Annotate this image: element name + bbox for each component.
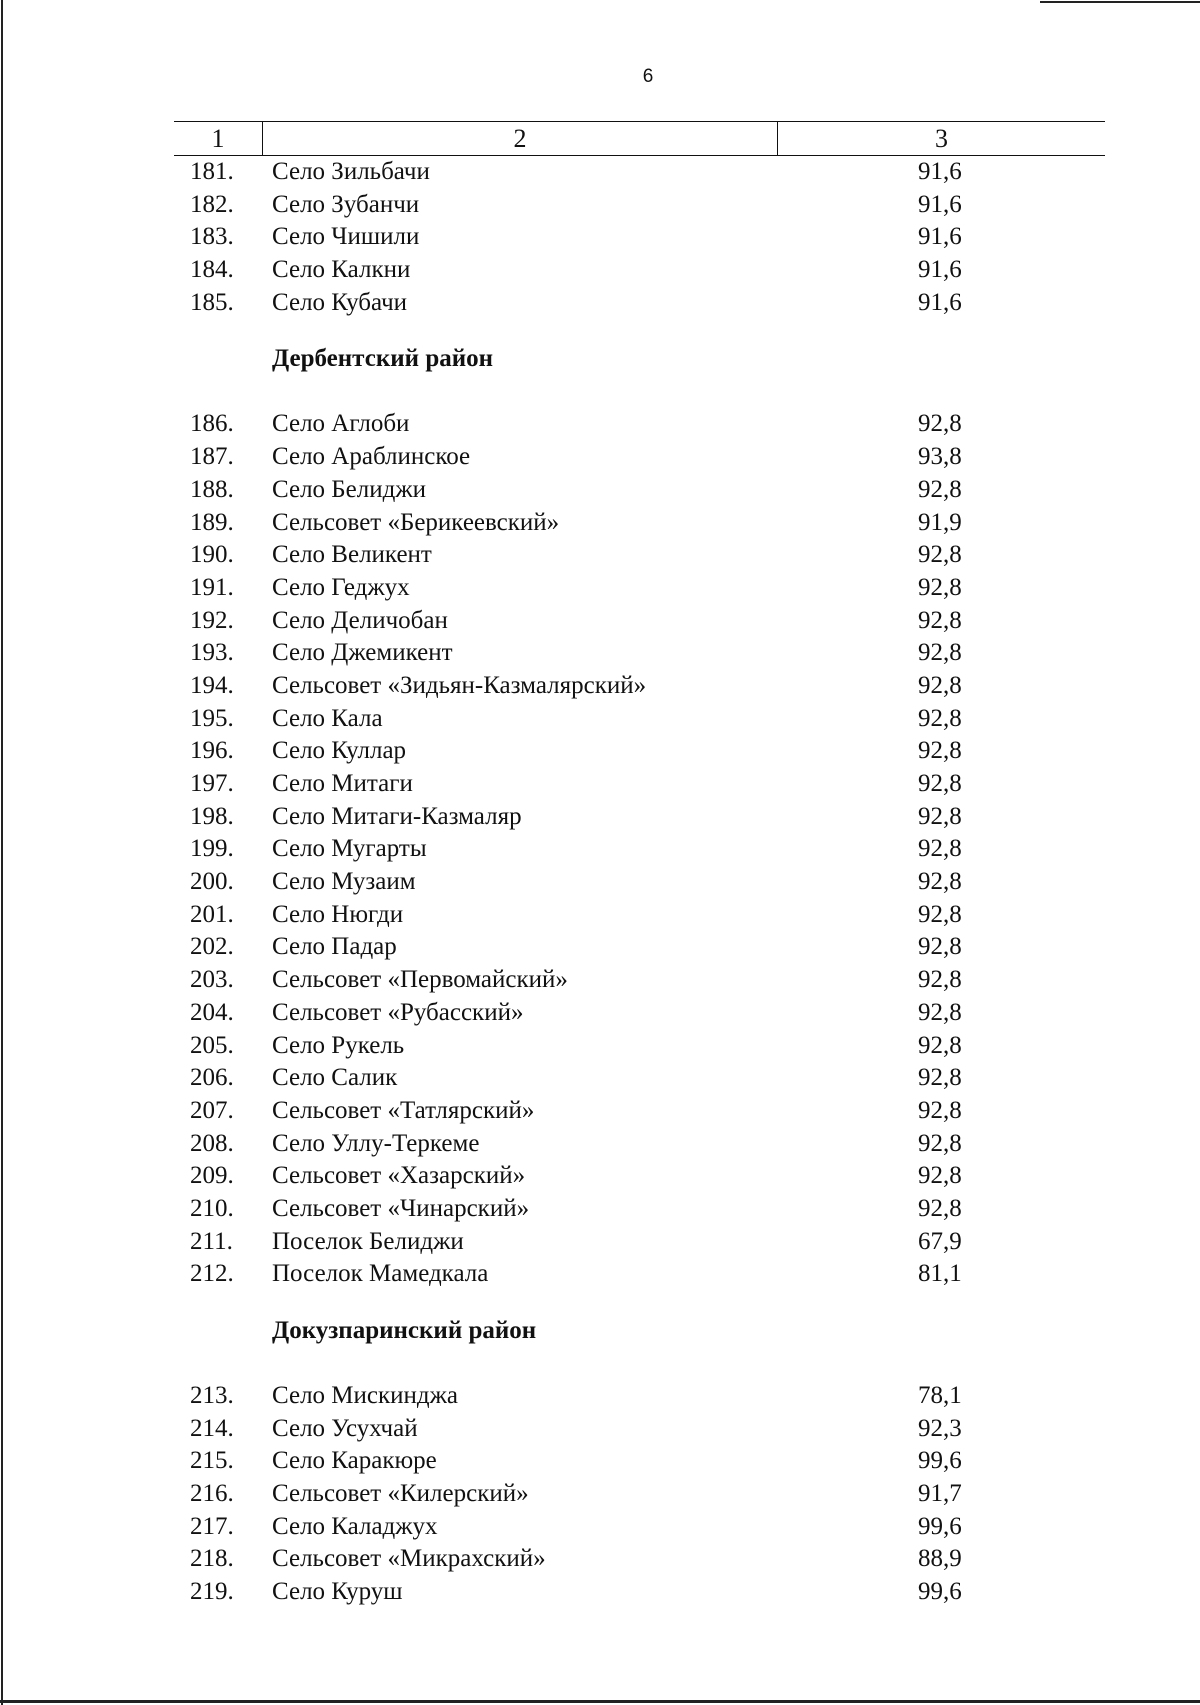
row-name: Село Усухчай: [272, 1414, 418, 1442]
row-value: 99,6: [918, 1447, 962, 1475]
row-name: Село Араблинское: [272, 443, 471, 471]
row-value: 88,9: [918, 1545, 962, 1573]
row-name: Село Джемикент: [272, 639, 453, 667]
row-value: 92,8: [918, 1194, 962, 1222]
row-value: 92,8: [918, 966, 962, 994]
row-value: 91,6: [918, 223, 962, 251]
row-value: 92,8: [918, 1162, 962, 1190]
row-value: 99,6: [918, 1512, 962, 1540]
table-row: [0, 1030, 1200, 1063]
table-row: [0, 441, 1200, 474]
row-number: 193.: [190, 639, 234, 667]
row-number: 187.: [190, 443, 234, 471]
table-row: [0, 189, 1200, 222]
row-name: Сельсовет «Берикеевский»: [272, 508, 560, 536]
table-row: [0, 287, 1200, 320]
row-name: Село Музаим: [272, 868, 416, 896]
row-number: 208.: [190, 1129, 234, 1157]
row-name: Село Кала: [272, 704, 383, 732]
row-name: Село Геджух: [272, 573, 410, 601]
row-value: 92,8: [918, 1031, 962, 1059]
row-name: Село Зильбачи: [272, 158, 430, 185]
table-row: [0, 1128, 1200, 1161]
row-number: 198.: [190, 802, 234, 830]
row-number: 196.: [190, 737, 234, 765]
row-name: Село Великент: [272, 541, 432, 569]
row-name: Село Митаги-Казмаляр: [272, 802, 522, 830]
row-name: Село Зубанчи: [272, 190, 420, 218]
row-name: Село Мискинджа: [272, 1382, 458, 1409]
row-number: 183.: [190, 223, 234, 251]
row-number: 201.: [190, 900, 234, 928]
table-row: [0, 735, 1200, 768]
row-number: 184.: [190, 256, 234, 284]
row-name: Село Каладжух: [272, 1512, 438, 1540]
table-row: [0, 254, 1200, 287]
table-row: [0, 637, 1200, 670]
row-value: 92,8: [918, 868, 962, 896]
row-name: Село Нюгди: [272, 900, 404, 928]
row-value: 91,6: [918, 158, 962, 185]
row-value: 93,8: [918, 443, 962, 471]
row-value: 92,8: [918, 671, 962, 699]
row-name: Село Белиджи: [272, 475, 426, 503]
row-name: Село Уллу-Теркеме: [272, 1129, 480, 1157]
row-number: 204.: [190, 998, 234, 1026]
table-row: [0, 964, 1200, 997]
row-name: Село Митаги: [272, 770, 413, 797]
table-row: [0, 1511, 1200, 1544]
table-row: [0, 1413, 1200, 1446]
table-row: [0, 507, 1200, 540]
row-number: 191.: [190, 573, 234, 601]
row-value: 92,8: [918, 639, 962, 667]
row-value: 92,8: [918, 998, 962, 1026]
page-number: 6: [642, 66, 654, 87]
row-number: 205.: [190, 1031, 234, 1059]
table-row: [0, 1193, 1200, 1226]
row-value: 78,1: [918, 1382, 962, 1409]
row-name: Село Мугарты: [272, 835, 427, 863]
row-number: 188.: [190, 475, 234, 503]
row-number: 209.: [190, 1162, 234, 1190]
row-number: 200.: [190, 868, 234, 896]
row-name: Село Падар: [272, 933, 397, 961]
table-body: [0, 156, 1200, 1609]
row-value: 92,8: [918, 475, 962, 503]
row-value: 92,8: [918, 933, 962, 961]
row-name: Село Кубачи: [272, 288, 408, 316]
header-col-2: 2: [262, 122, 778, 155]
table-header: [174, 121, 1105, 156]
row-value: 81,1: [918, 1260, 962, 1288]
row-number: 190.: [190, 541, 234, 569]
table-row: [0, 1258, 1200, 1291]
table-row: [0, 221, 1200, 254]
table-row: [0, 1160, 1200, 1193]
row-value: 91,6: [918, 256, 962, 284]
table-row: [0, 156, 1200, 189]
row-number: 217.: [190, 1512, 234, 1540]
row-name: Сельсовет «Хазарский»: [272, 1162, 526, 1190]
row-number: 199.: [190, 835, 234, 863]
row-value: 92,8: [918, 573, 962, 601]
row-value: 92,8: [918, 835, 962, 863]
row-name: Поселок Белиджи: [272, 1227, 464, 1255]
row-number: 207.: [190, 1096, 234, 1124]
row-number: 219.: [190, 1578, 234, 1606]
row-number: 202.: [190, 933, 234, 961]
row-value: 91,7: [918, 1480, 962, 1508]
row-number: 216.: [190, 1480, 234, 1508]
section-heading: [0, 319, 1200, 408]
table-row: [0, 833, 1200, 866]
table-row: [0, 605, 1200, 638]
table-row: [0, 866, 1200, 899]
row-value: 92,8: [918, 1096, 962, 1124]
table-row: [0, 572, 1200, 605]
table-row: [0, 1226, 1200, 1259]
table-row: [0, 1380, 1200, 1413]
row-name: Село Рукель: [272, 1031, 405, 1059]
table-row: [0, 474, 1200, 507]
row-name: Село Чишили: [272, 223, 420, 251]
header-col-3: 3: [935, 123, 948, 153]
row-value: 92,8: [918, 410, 962, 438]
row-name: Сельсовет «Татлярский»: [272, 1096, 535, 1124]
row-number: 206.: [190, 1064, 234, 1092]
row-number: 181.: [190, 158, 234, 185]
row-name: Сельсовет «Микрахский»: [272, 1545, 546, 1573]
page-border-top: [1040, 1, 1200, 3]
row-number: 182.: [190, 190, 234, 218]
table-row: [0, 670, 1200, 703]
row-value: 92,8: [918, 606, 962, 634]
row-name: Поселок Мамедкала: [272, 1260, 489, 1288]
row-value: 92,8: [918, 770, 962, 797]
table-row: [0, 1062, 1200, 1095]
row-name: Село Деличобан: [272, 606, 448, 634]
row-value: 92,8: [918, 802, 962, 830]
row-number: 192.: [190, 606, 234, 634]
row-name: Сельсовет «Чинарский»: [272, 1194, 530, 1222]
row-value: 92,8: [918, 704, 962, 732]
row-number: 197.: [190, 770, 234, 797]
row-name: Село Аглоби: [272, 410, 410, 438]
table-row: [0, 1095, 1200, 1128]
row-number: 189.: [190, 508, 234, 536]
row-value: 91,9: [918, 508, 962, 536]
header-col-1: 1: [211, 123, 225, 153]
row-value: 92,8: [918, 737, 962, 765]
table-row: [0, 408, 1200, 441]
table-row: [0, 1543, 1200, 1576]
table-row: [0, 539, 1200, 572]
row-value: 92,8: [918, 1129, 962, 1157]
row-name: Сельсовет «Зидьян-Казмалярский»: [272, 671, 647, 699]
row-name: Село Каракюре: [272, 1447, 437, 1475]
table-row: [0, 1576, 1200, 1609]
row-name: Сельсовет «Килерский»: [272, 1480, 529, 1508]
row-value: 99,6: [918, 1578, 962, 1606]
row-name: Село Калкни: [272, 256, 411, 284]
row-value: 92,8: [918, 900, 962, 928]
table-row: [0, 801, 1200, 834]
row-number: 186.: [190, 410, 234, 438]
row-number: 218.: [190, 1545, 234, 1573]
section-title: Дербентский район: [272, 345, 494, 373]
row-number: 210.: [190, 1194, 234, 1222]
row-value: 91,6: [918, 190, 962, 218]
table-row: [0, 899, 1200, 932]
row-value: 92,8: [918, 541, 962, 569]
row-value: 92,8: [918, 1064, 962, 1092]
row-name: Село Куллар: [272, 737, 407, 765]
section-heading: [0, 1291, 1200, 1380]
row-number: 211.: [190, 1227, 233, 1255]
table-row: [0, 1445, 1200, 1478]
row-number: 185.: [190, 288, 234, 316]
row-number: 194.: [190, 671, 234, 699]
table-row: [0, 703, 1200, 736]
table-row: [0, 931, 1200, 964]
row-number: 203.: [190, 966, 234, 994]
row-value: 92,3: [918, 1414, 962, 1442]
row-name: Сельсовет «Первомайский»: [272, 966, 568, 994]
row-name: Село Куруш: [272, 1578, 403, 1606]
row-value: 67,9: [918, 1227, 962, 1255]
row-number: 213.: [190, 1382, 234, 1409]
table-row: [0, 768, 1200, 801]
row-name: Сельсовет «Рубасский»: [272, 998, 524, 1026]
row-number: 212.: [190, 1260, 234, 1288]
table-row: [0, 997, 1200, 1030]
row-number: 195.: [190, 704, 234, 732]
row-name: Село Салик: [272, 1064, 398, 1092]
row-number: 214.: [190, 1414, 234, 1442]
row-number: 215.: [190, 1447, 234, 1475]
page-border-bottom: [0, 1700, 1200, 1703]
section-title: Докузпаринский район: [272, 1317, 537, 1344]
row-value: 91,6: [918, 288, 962, 316]
table-row: [0, 1478, 1200, 1511]
